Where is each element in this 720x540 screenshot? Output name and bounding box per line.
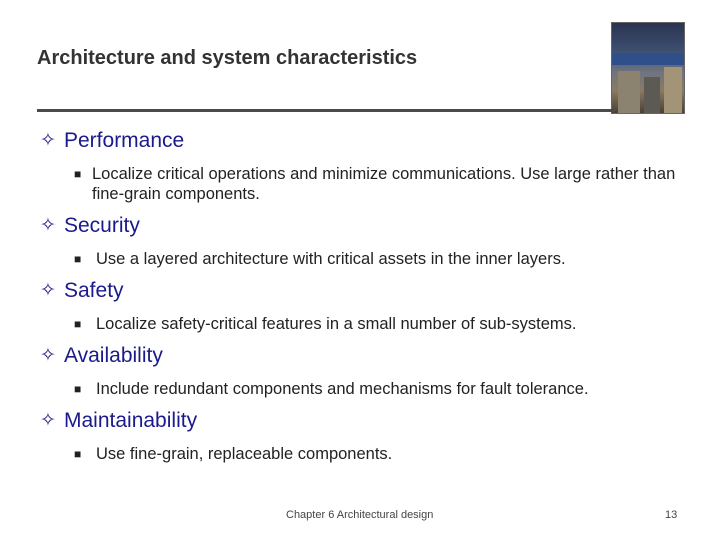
title-divider — [37, 109, 615, 112]
cover-building-shape — [644, 77, 660, 113]
square-bullet-icon: ■ — [74, 167, 82, 181]
four-pointed-star-icon: ✧ — [40, 345, 56, 366]
book-cover-image — [611, 22, 685, 114]
bullet-item-maintainability — [40, 408, 710, 463]
bullet-heading: Availability — [64, 344, 163, 367]
square-bullet-icon: ■ — [74, 382, 82, 396]
bullet-list — [40, 128, 710, 463]
bullet-heading: Safety — [64, 279, 124, 302]
bullet-detail: Localize safety-critical features in a small number of sub-systems. — [96, 315, 577, 333]
cover-title-band — [612, 53, 684, 65]
page-number: 13 — [665, 509, 678, 521]
bullet-detail: Include redundant components and mechanisms for fault tolerance. — [96, 380, 589, 398]
bullet-heading: Maintainability — [64, 409, 198, 432]
cover-building-shape — [618, 71, 640, 113]
four-pointed-star-icon: ✧ — [40, 130, 56, 151]
bullet-item-availability — [40, 343, 710, 398]
slide-title: Architecture and system characteristics — [37, 47, 418, 69]
bullet-detail: Localize critical operations and minimize communications. Use large rather than fine-grain components. — [91, 165, 676, 203]
four-pointed-star-icon: ✧ — [40, 280, 56, 301]
four-pointed-star-icon: ✧ — [40, 215, 56, 236]
bullet-heading: Performance — [64, 129, 185, 152]
four-pointed-star-icon: ✧ — [40, 410, 56, 431]
square-bullet-icon: ■ — [74, 447, 82, 461]
square-bullet-icon: ■ — [74, 252, 82, 266]
cover-building-shape — [664, 67, 682, 113]
square-bullet-icon: ■ — [74, 317, 82, 331]
bullet-item-safety — [40, 278, 710, 333]
bullet-item-performance — [40, 128, 710, 203]
bullet-detail: Use a layered architecture with critical assets in the inner layers. — [96, 250, 566, 268]
bullet-heading: Security — [64, 214, 140, 237]
bullet-detail: Use fine-grain, replaceable components. — [96, 445, 393, 463]
footer-chapter: Chapter 6 Architectural design — [286, 509, 434, 521]
bullet-item-security — [40, 213, 710, 268]
